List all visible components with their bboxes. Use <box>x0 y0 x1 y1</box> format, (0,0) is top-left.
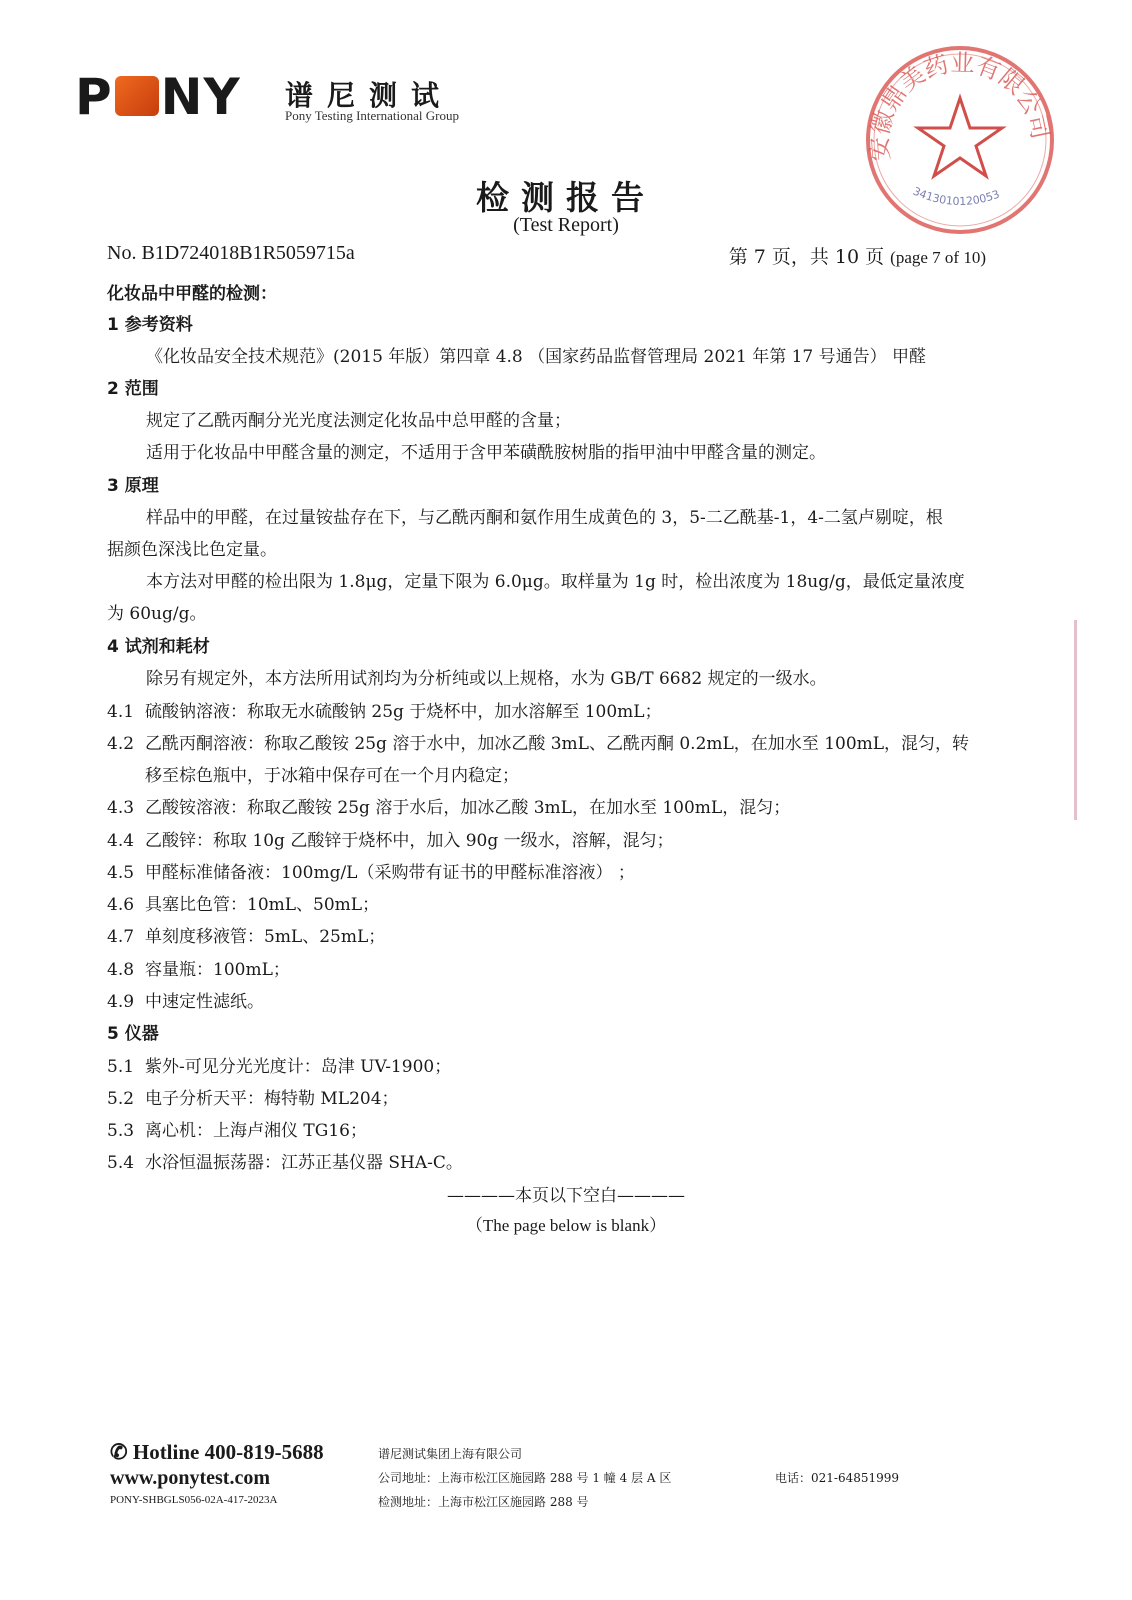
logo-chinese-name: 谱尼测试 <box>285 79 454 112</box>
section-5-heading: 5 仪器 <box>107 1024 159 1044</box>
footer-hotline: ✆ Hotline 400-819-5688 <box>110 1440 324 1464</box>
logo-wordmark: P NY <box>75 68 241 126</box>
report-number: No. B1D724018B1R5059715a <box>107 242 355 264</box>
list-item: 4.4 乙酸锌：称取 10g 乙酸锌于烧杯中，加入 90g 一级水，溶解，混匀； <box>107 831 674 851</box>
section-1-text: 《化妆品安全技术规范》(2015 年版）第四章 4.8 （国家药品监督管理局 2021 年第 17 号通告） 甲醛 <box>146 347 927 367</box>
footer-address: 公司地址：上海市松江区施园路 288 号 1 幢 4 层 A 区 <box>378 1471 672 1485</box>
list-item: 4.8 容量瓶：100mL； <box>107 960 290 980</box>
company-logo <box>75 68 495 132</box>
section-2-text-2: 适用于化妆品中甲醛含量的测定，不适用于含甲苯磺酰胺树脂的指甲油中甲醛含量的测定。 <box>146 443 826 463</box>
blank-marker-en: （The page below is blank） <box>465 1216 667 1235</box>
list-item: 4.2 乙酰丙酮溶液：称取乙酸铵 25g 溶于水中，加冰乙酸 3mL、乙酰丙酮 0.2mL，在加水至 100mL，混匀，转 <box>107 734 970 754</box>
list-item: 5.2 电子分析天平：梅特勒 ML204； <box>107 1089 399 1109</box>
phone-icon: ✆ <box>110 1440 128 1464</box>
section-3-text-1a: 样品中的甲醛，在过量铵盐存在下，与乙酰丙酮和氨作用生成黄色的 3，5-二乙酰基-1，4-二氢卢剔啶，根 <box>146 508 943 528</box>
main-heading: 化妆品中甲醛的检测： <box>107 284 277 304</box>
section-4-heading: 4 试剂和耗材 <box>107 637 210 657</box>
report-title: 检测报告 <box>476 178 656 217</box>
logo-english-name: Pony Testing International Group <box>285 108 459 123</box>
section-1-heading: 1 参考资料 <box>107 315 193 335</box>
list-item: 5.1 紫外-可见分光光度计：岛津 UV-1900； <box>107 1057 452 1077</box>
section-2-text-1: 规定了乙酰丙酮分光光度法测定化妆品中总甲醛的含量； <box>146 411 571 431</box>
page-indicator <box>729 242 986 269</box>
binding-edge-mark <box>1068 620 1088 820</box>
section-3-text-2a: 本方法对甲醛的检出限为 1.8μg，定量下限为 6.0μg。取样量为 1g 时，检出浓度为 18ug/g，最低定量浓度 <box>146 572 965 592</box>
star-icon <box>918 98 1002 176</box>
svg-text:3413010120053: 3413010120053 <box>910 184 1002 209</box>
blank-marker-cn: ————本页以下空白———— <box>447 1186 685 1206</box>
footer-phone: 电话：021-64851999 <box>775 1471 900 1485</box>
list-item: 5.3 离心机：上海卢湘仪 TG16； <box>107 1121 367 1141</box>
list-item: 4.7 单刻度移液管：5mL、25mL； <box>107 927 386 947</box>
section-4-intro: 除另有规定外，本方法所用试剂均为分析纯或以上规格，水为 GB/T 6682 规定的一级水。 <box>146 669 827 689</box>
list-item: 4.6 具塞比色管：10mL、50mL； <box>107 895 380 915</box>
page-indicator-en: (page 7 of 10) <box>890 248 986 267</box>
list-item: 4.5 甲醛标准储备液：100mg/L（采购带有证书的甲醛标准溶液） ； <box>107 863 635 883</box>
list-item: 4.3 乙酸铵溶液：称取乙酸铵 25g 溶于水后，加冰乙酸 3mL，在加水至 100mL，混匀； <box>107 798 791 818</box>
list-item: 4.9 中速定性滤纸。 <box>107 992 264 1012</box>
list-item: 移至棕色瓶中，于冰箱中保存可在一个月内稳定； <box>145 766 519 786</box>
section-2-heading: 2 范围 <box>107 379 159 399</box>
section-3-text-2b: 为 60ug/g。 <box>107 604 207 624</box>
page-indicator-cn: 第 7 页，共 10 页 <box>728 246 885 268</box>
report-subtitle: (Test Report) <box>513 214 619 236</box>
section-3-heading: 3 原理 <box>107 476 159 496</box>
list-item: 4.1 硫酸钠溶液：称取无水硫酸钠 25g 于烧杯中，加水溶解至 100mL； <box>107 702 662 722</box>
footer-company: 谱尼测试集团上海有限公司 <box>378 1447 523 1461</box>
footer-lab-address: 检测地址：上海市松江区施园路 288 号 <box>378 1495 589 1509</box>
footer-doc-code: PONY-SHBGLS056-02A-417-2023A <box>110 1494 278 1506</box>
section-3-text-1b: 据颜色深浅比色定量。 <box>107 540 277 560</box>
footer-website[interactable]: www.ponytest.com <box>110 1467 270 1489</box>
list-item: 5.4 水浴恒温振荡器：江苏正基仪器 SHA-C。 <box>107 1153 463 1173</box>
svg-text:安徽鼎美药业有限公司: 安徽鼎美药业有限公司 <box>865 48 1055 162</box>
